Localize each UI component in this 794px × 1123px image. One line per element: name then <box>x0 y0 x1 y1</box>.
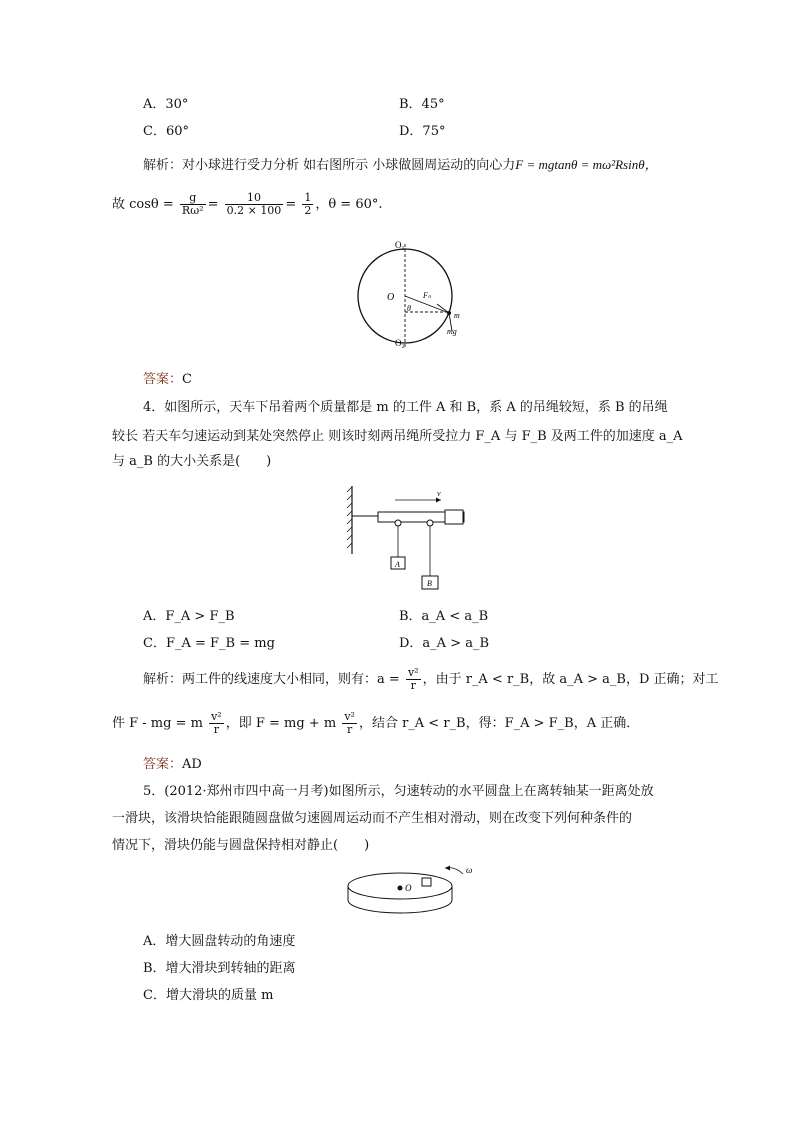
q3-answer <box>143 371 192 389</box>
label-b: B <box>427 579 432 588</box>
arrow-head <box>436 498 441 503</box>
analysis-text-e: ，结合 r_A < r_B，得：F_A > F_B，A 正确． <box>358 716 640 731</box>
fraction-v2-r <box>209 711 224 736</box>
fraction-10 <box>225 192 284 217</box>
label-m: m <box>454 311 460 320</box>
label-theta: θ <box>407 304 411 313</box>
label-v: v <box>437 489 441 498</box>
disc-diagram <box>345 860 480 920</box>
q4-analysis-line2 <box>112 710 639 738</box>
answer-label: 答案： <box>143 372 183 387</box>
q4-option-a: A．F_A > F_B <box>143 609 235 624</box>
label-o: O <box>405 883 412 893</box>
fraction-v2-r <box>406 667 421 692</box>
q4-analysis-line1 <box>143 666 719 694</box>
q4-stem-line2: 较长 若天车匀速运动到某处突然停止 则该时刻两吊绳所受拉力 F_A 与 F_B 及两工件的加速度 a_A <box>112 429 683 444</box>
analysis-text-d: ，即 F = mg + m <box>225 716 337 731</box>
label-fn: Fₙ <box>423 291 432 300</box>
q4-answer <box>143 756 202 774</box>
denominator: r <box>346 723 353 736</box>
q5-stem-line1: 5．(2012·郑州市四中高一月考)如图所示，匀速转动的水平圆盘上在离转轴某一距离处放 <box>143 784 654 799</box>
analysis-label: 解析： <box>143 672 183 687</box>
center-dot <box>398 886 403 891</box>
numerator: v² <box>344 710 355 723</box>
numerator: 10 <box>225 192 284 205</box>
analysis-text: 对小球进行受力分析 如右图所示 小球做圆周运动的向心力 <box>182 158 516 173</box>
q4-stem-line3: 与 a_B 的大小关系是( ) <box>112 454 272 469</box>
q3-analysis-line2: 故 cosθ = $\frac{g}{\text{Rω²}}$ = $\frac{10}{0.2 \times 100}$ = $\frac{1}{2}$ ，θ = 60°. <box>112 191 383 217</box>
crane-diagram <box>345 484 470 594</box>
answer-value: AD <box>182 757 202 772</box>
q3-option-c: C．60° <box>143 124 189 139</box>
label-omega: ω <box>466 865 473 875</box>
wall-hatch <box>347 487 352 548</box>
q4-stem-line1: 4．如图所示，天车下吊着两个质量都是 m 的工件 A 和 B，系 A 的吊绳较短，系 B 的吊绳 <box>143 400 668 415</box>
analysis-text-a: 两工件的线速度大小相同，则有：a = <box>182 672 400 687</box>
q3-option-a: A．30° <box>143 97 189 112</box>
q5-option-b: B．增大滑块到转轴的距离 <box>143 961 296 976</box>
numerator: v² <box>407 666 419 679</box>
q3-option-d: D．75° <box>399 124 446 139</box>
q5-option-c: C．增大滑块的质量 m <box>143 988 274 1003</box>
q5-option-a: A．增大圆盘转动的角速度 <box>143 934 296 949</box>
label-o2: O₂ <box>395 338 405 348</box>
analysis-label: 解析： <box>143 158 183 173</box>
q5-stem-line2: 一滑块，该滑块恰能跟随圆盘做匀速圆周运动而不产生相对滑动，则在改变下列何种条件的 <box>112 811 633 826</box>
cos-prefix: 故 cosθ = <box>112 197 174 212</box>
numerator: v² <box>211 710 222 723</box>
answer-value: C <box>182 372 192 387</box>
rotation-arrow-head <box>445 866 450 871</box>
analysis-text-c: 件 F - mg = m <box>112 716 203 731</box>
fraction-g <box>180 192 206 217</box>
q4-option-b: B．a_A < a_B <box>399 609 489 624</box>
q3-analysis <box>143 156 658 175</box>
circle-force-diagram <box>355 238 475 353</box>
analysis-formula: F = mgtanθ = mω²Rsinθ， <box>515 157 658 172</box>
label-o: O <box>387 292 395 303</box>
denominator: r <box>213 723 220 736</box>
slider-block <box>422 878 431 886</box>
trolley-end <box>445 510 463 524</box>
q3-option-b: B．45° <box>399 97 445 112</box>
result: ，θ = 60°. <box>315 197 383 212</box>
label-mg: mg <box>447 327 457 336</box>
pulley-b <box>427 520 433 526</box>
pulley-a <box>395 520 401 526</box>
label-a: A <box>395 560 400 569</box>
analysis-text-b: ，由于 r_A < r_B，故 a_A > a_B，D 正确；对工 <box>422 672 719 687</box>
denominator: Rω² <box>181 204 204 217</box>
answer-label: 答案： <box>143 757 183 772</box>
denominator: 2 <box>304 204 312 217</box>
fraction-half <box>302 192 313 217</box>
numerator: 1 <box>304 191 312 204</box>
label-o1: O₁ <box>395 240 405 250</box>
ball <box>447 311 451 315</box>
q4-option-d: D．a_A > a_B <box>399 636 490 651</box>
q4-option-c: C．F_A = F_B = mg <box>143 636 275 651</box>
numerator: g <box>180 192 206 205</box>
denominator: r <box>410 679 416 692</box>
denominator: 0.2 × 100 <box>226 204 282 217</box>
fraction-v2-r <box>342 711 357 736</box>
q5-stem-line3: 情况下，滑块仍能与圆盘保持相对静止( ) <box>112 838 370 853</box>
